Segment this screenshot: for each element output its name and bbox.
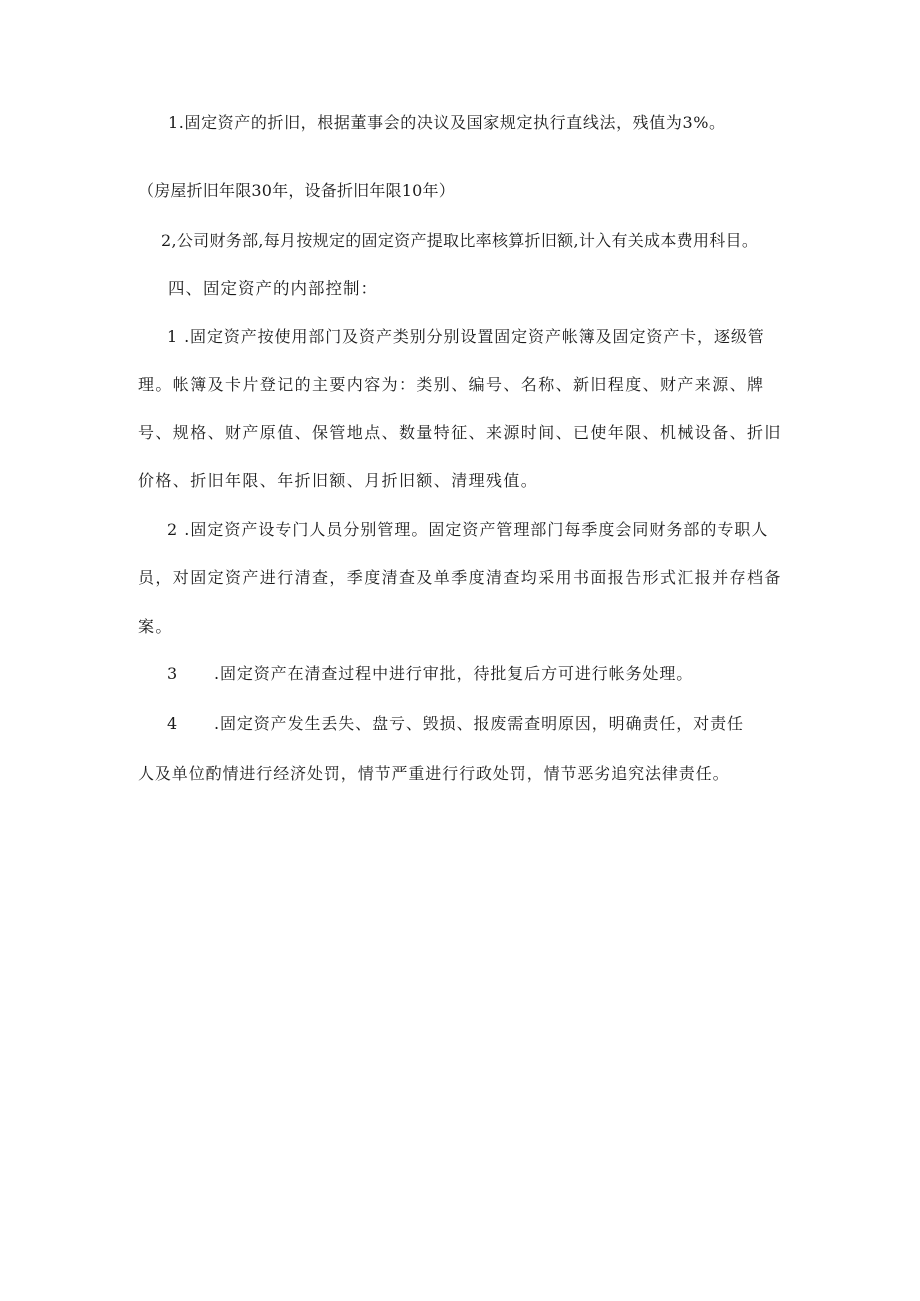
paragraph-item-1-line-3: 号、规格、财产原值、保管地点、数量特征、来源时间、已使年限、机械设备、折旧 xyxy=(138,423,782,442)
paragraph-item-1-line-4: 价格、折旧年限、年折旧额、月折旧额、清理残值。 xyxy=(138,471,539,490)
paragraph-item-2-line-3: 案。 xyxy=(138,617,173,636)
paragraph-item-2-line-2: 员，对固定资产进行清查，季度清查及单季度清查均采用书面报告形式汇报并存档备 xyxy=(138,568,782,587)
section-heading-internal-control: 四、固定资产的内部控制： xyxy=(168,279,378,298)
paragraph-item-3: 3 .固定资产在清查过程中进行审批，待批复后方可进行帐务处理。 xyxy=(167,664,694,683)
paragraph-depreciation-method: 1.固定资产的折旧，根据董事会的决议及国家规定执行直线法，残值为3%。 xyxy=(168,113,726,132)
paragraph-item-4-line-2: 人及单位酌情进行经济处罚，情节严重进行行政处罚，情节恶劣追究法律责任。 xyxy=(138,764,730,783)
paragraph-item-1-line-2: 理。帐簿及卡片登记的主要内容为：类别、编号、名称、新旧程度、财产来源、牌 xyxy=(138,375,765,394)
paragraph-finance-depreciation: 2,公司财务部,每月按规定的固定资产提取比率核算折旧额,计入有关成本费用科目。 xyxy=(161,231,759,250)
paragraph-item-4-line-1: 4 .固定资产发生丢失、盘亏、毁损、报废需查明原因，明确责任，对责任 xyxy=(167,714,744,733)
paragraph-item-2-line-1: 2 .固定资产设专门人员分别管理。固定资产管理部门每季度会同财务部的专职人 xyxy=(167,520,769,539)
paragraph-item-1-line-1: 1 .固定资产按使用部门及资产类别分别设置固定资产帐簿及固定资产卡，逐级管 xyxy=(167,327,765,346)
paragraph-depreciation-years: （房屋折旧年限30年，设备折旧年限10年） xyxy=(138,181,455,200)
